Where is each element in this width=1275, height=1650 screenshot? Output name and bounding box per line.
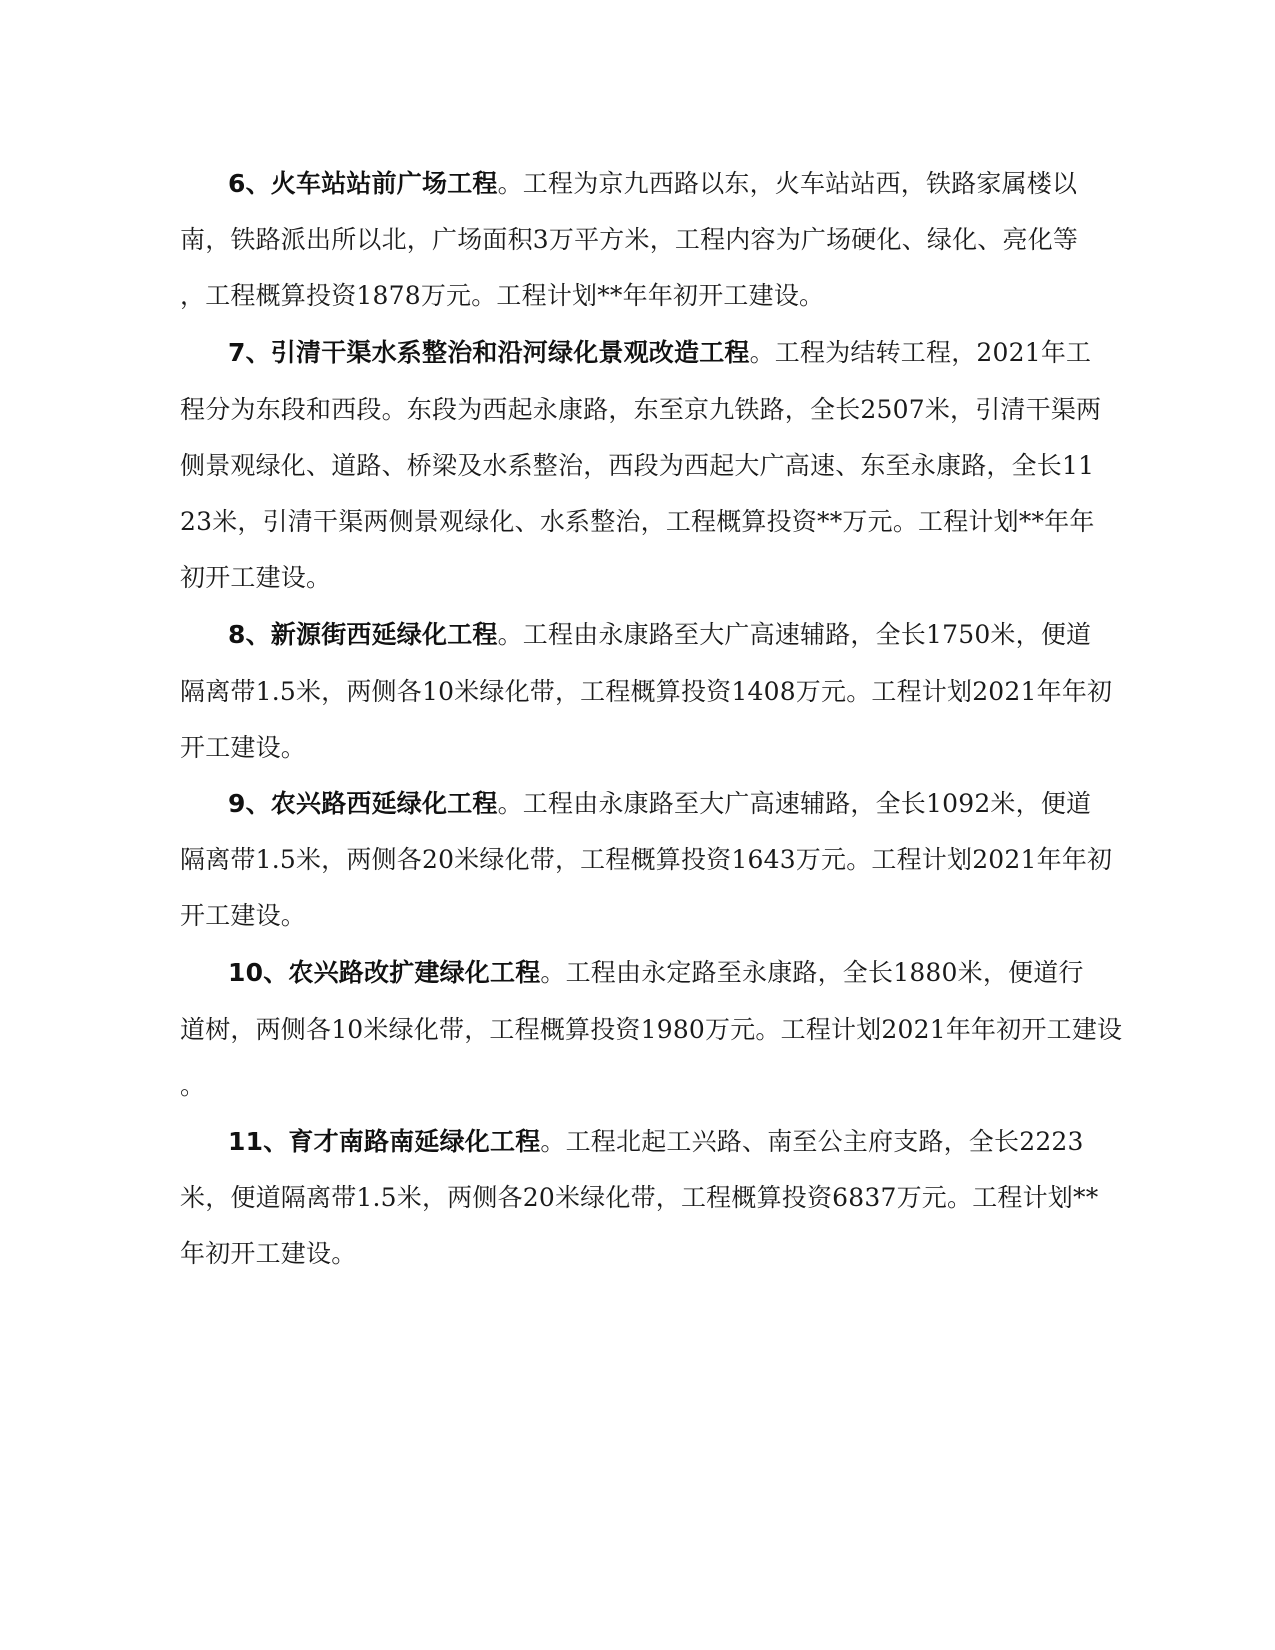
item-8-line-1 — [228, 615, 1091, 655]
item-11-line-2: 米，便道隔离带1.5米，两侧各20米绿化带，工程概算投资6837万元。工程计划** — [180, 1183, 1099, 1212]
item-7-line-2: 程分为东段和西段。东段为西起永康路，东至京九铁路，全长2507米，引清干渠两 — [180, 395, 1102, 424]
item-10-line-1 — [228, 953, 1084, 993]
item-10-line-2: 道树，两侧各10米绿化带，工程概算投资1980万元。工程计划2021年年初开工建设 — [180, 1015, 1123, 1044]
item-6-text: 。工程为京九西路以东，火车站站西，铁路家属楼以 — [497, 169, 1078, 198]
item-8-text: 。工程由永康路至大广高速辅路，全长1750米，便道 — [497, 620, 1092, 649]
item-9-line-1 — [228, 784, 1091, 824]
item-6-heading: 6、火车站站前广场工程 — [228, 169, 498, 198]
item-11-line-3: 年初开工建设。 — [180, 1239, 357, 1268]
item-6-line-3: ，工程概算投资1878万元。工程计划**年年初开工建设。 — [180, 281, 825, 310]
item-8-heading: 8、新源街西延绿化工程 — [228, 620, 498, 649]
item-11-heading: 11、育才南路南延绿化工程 — [228, 1127, 541, 1156]
item-10-heading: 10、农兴路改扩建绿化工程 — [228, 958, 541, 987]
item-11-text: 。工程北起工兴路、南至公主府支路，全长2223 — [540, 1127, 1084, 1156]
item-11-line-1 — [228, 1122, 1084, 1162]
item-9-line-3: 开工建设。 — [180, 901, 307, 930]
item-7-line-5: 初开工建设。 — [180, 563, 332, 592]
item-6-line-1 — [228, 164, 1077, 204]
item-10-line-3: 。 — [180, 1071, 206, 1100]
item-9-heading: 9、农兴路西延绿化工程 — [228, 789, 498, 818]
item-7-text: 。工程为结转工程，2021年工 — [749, 338, 1092, 367]
item-8-line-2: 隔离带1.5米，两侧各10米绿化带，工程概算投资1408万元。工程计划2021年年初 — [180, 677, 1113, 706]
item-9-line-2: 隔离带1.5米，两侧各20米绿化带，工程概算投资1643万元。工程计划2021年年初 — [180, 845, 1113, 874]
item-7-line-3: 侧景观绿化、道路、桥梁及水系整治，西段为西起大广高速、东至永康路，全长11 — [180, 451, 1095, 480]
item-7-heading: 7、引清干渠水系整治和沿河绿化景观改造工程 — [228, 338, 750, 367]
item-8-line-3: 开工建设。 — [180, 733, 307, 762]
item-9-text: 。工程由永康路至大广高速辅路，全长1092米，便道 — [497, 789, 1092, 818]
item-7-line-1 — [228, 333, 1091, 373]
item-10-text: 。工程由永定路至永康路，全长1880米，便道行 — [540, 958, 1084, 987]
item-6-line-2: 南，铁路派出所以北，广场面积3万平方米，工程内容为广场硬化、绿化、亮化等 — [180, 225, 1079, 254]
item-7-line-4: 23米，引清干渠两侧景观绿化、水系整治，工程概算投资**万元。工程计划**年年 — [180, 507, 1095, 536]
